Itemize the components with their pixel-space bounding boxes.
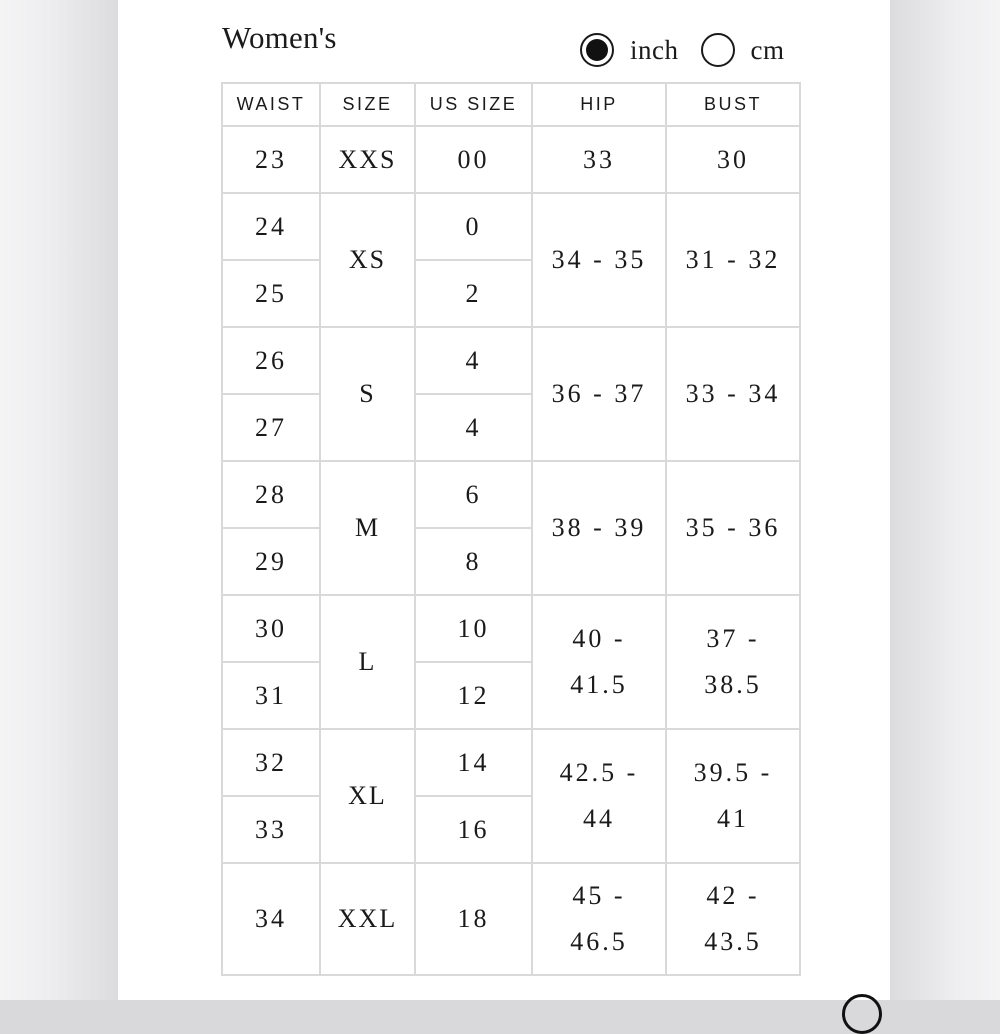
hip-cell	[532, 729, 666, 863]
size-cell: L	[320, 595, 415, 729]
us-size-cell: 0	[415, 193, 532, 260]
us-size-cell: 6	[415, 461, 532, 528]
bust-cell	[666, 863, 800, 975]
waist-cell: 27	[222, 394, 320, 461]
table-row	[222, 193, 800, 260]
radio-unselected-icon[interactable]	[701, 33, 735, 67]
hip-cell	[532, 595, 666, 729]
bust-cell	[666, 729, 800, 863]
us-size-cell: 16	[415, 796, 532, 863]
radio-selected-icon[interactable]	[580, 33, 614, 67]
header-bust: BUST	[666, 83, 800, 126]
size-table	[221, 82, 801, 976]
us-size-cell: 00	[415, 126, 532, 193]
hip-cell	[532, 863, 666, 975]
waist-cell: 34	[222, 863, 320, 975]
bust-cell: 31 - 32	[666, 193, 800, 327]
unit-option-cm[interactable]	[701, 33, 785, 67]
waist-cell: 33	[222, 796, 320, 863]
radio-dot-icon	[586, 39, 608, 61]
header-waist: WAIST	[222, 83, 320, 126]
us-size-cell: 14	[415, 729, 532, 796]
bust-cell: 33 - 34	[666, 327, 800, 461]
us-size-cell: 12	[415, 662, 532, 729]
table-row	[222, 461, 800, 528]
waist-cell: 26	[222, 327, 320, 394]
hip-cell: 38 - 39	[532, 461, 666, 595]
us-size-cell: 4	[415, 327, 532, 394]
hip-cell: 33	[532, 126, 666, 193]
waist-cell: 32	[222, 729, 320, 796]
waist-cell: 23	[222, 126, 320, 193]
hip-value: 40 - 41.5	[570, 624, 628, 699]
size-cell: M	[320, 461, 415, 595]
left-background	[0, 0, 118, 1000]
table-row	[222, 863, 800, 975]
waist-cell: 24	[222, 193, 320, 260]
hip-cell: 36 - 37	[532, 327, 666, 461]
header-size: SIZE	[320, 83, 415, 126]
us-size-cell: 2	[415, 260, 532, 327]
hip-value: 45 - 46.5	[570, 881, 628, 956]
bust-cell: 30	[666, 126, 800, 193]
table-row	[222, 327, 800, 394]
size-cell: XXL	[320, 863, 415, 975]
partial-circle-icon	[842, 994, 882, 1034]
waist-cell: 30	[222, 595, 320, 662]
bust-value: 37 - 38.5	[704, 624, 762, 699]
bust-cell: 35 - 36	[666, 461, 800, 595]
waist-cell: 25	[222, 260, 320, 327]
bust-value: 42 - 43.5	[704, 881, 762, 956]
size-cell: XL	[320, 729, 415, 863]
table-row	[222, 126, 800, 193]
waist-cell: 28	[222, 461, 320, 528]
waist-cell: 31	[222, 662, 320, 729]
unit-label-inch: inch	[630, 34, 679, 65]
table-row	[222, 595, 800, 662]
bust-cell	[666, 595, 800, 729]
size-cell: XXS	[320, 126, 415, 193]
size-cell: XS	[320, 193, 415, 327]
us-size-cell: 4	[415, 394, 532, 461]
table-header-row	[222, 83, 800, 126]
bust-value: 39.5 - 41	[693, 758, 773, 833]
unit-option-inch[interactable]	[580, 33, 679, 67]
hip-value: 42.5 - 44	[559, 758, 639, 833]
us-size-cell: 18	[415, 863, 532, 975]
unit-toggle	[580, 30, 785, 70]
us-size-cell: 8	[415, 528, 532, 595]
waist-cell: 29	[222, 528, 320, 595]
unit-label-cm: cm	[750, 34, 785, 65]
page-title: Women's	[222, 20, 337, 55]
header-hip: HIP	[532, 83, 666, 126]
hip-cell: 34 - 35	[532, 193, 666, 327]
right-background	[890, 0, 1000, 1000]
header-us-size: US SIZE	[415, 83, 532, 126]
us-size-cell: 10	[415, 595, 532, 662]
size-cell: S	[320, 327, 415, 461]
table-row	[222, 729, 800, 796]
